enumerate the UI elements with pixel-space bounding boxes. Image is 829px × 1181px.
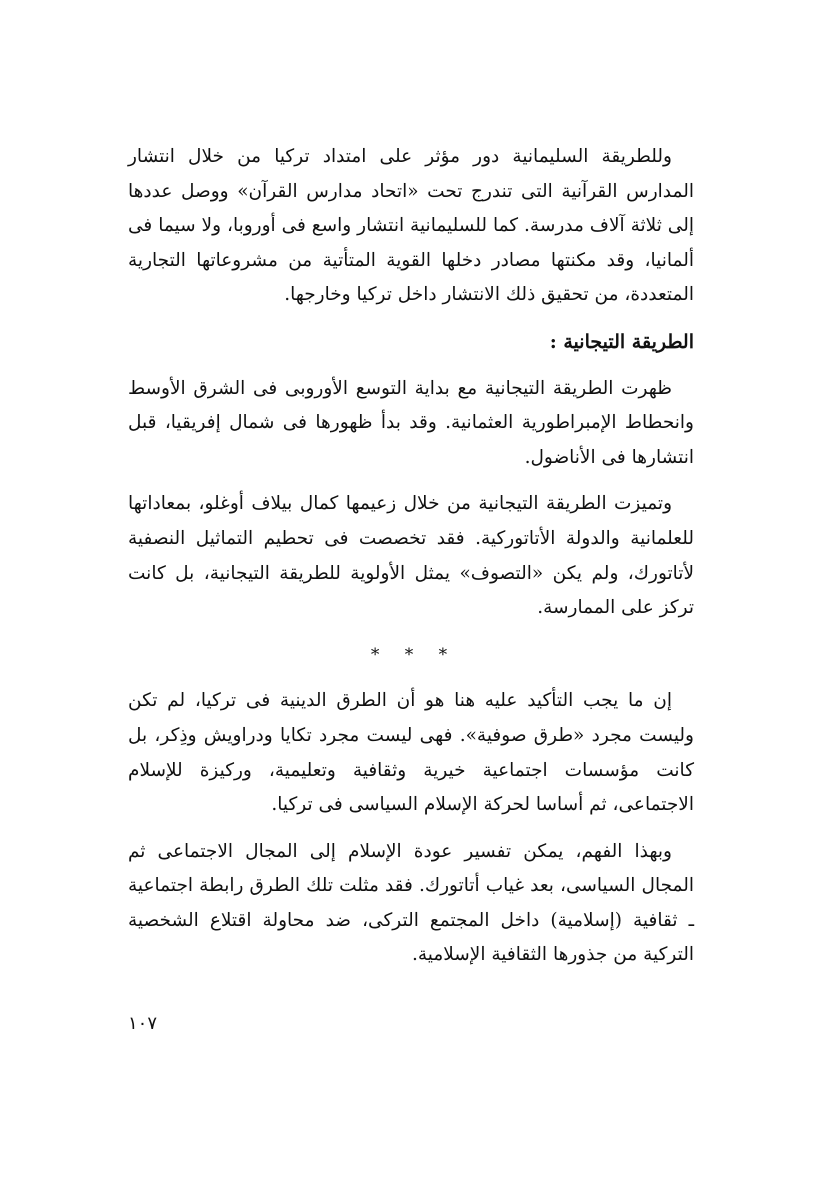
section-separator bbox=[128, 638, 694, 673]
paragraph-sulaymaniyya: وللطريقة السليمانية دور مؤثر على امتداد تركيا من خلال انتشار المدارس القرآنية التى تندرج تحت «اتحاد مدارس القرآن» ووصل عددها إلى ثلاثة آلاف مدرسة. كما للسليمانية انتشار واسع فى أوروبا، ولا سيما فى ألمانيا، وقد مكنتها مصادر دخلها القوية المتأتية من مشروعاتها التجارية المتعددة، من تحقيق ذلك الانتشار داخل تركيا وخارجها. bbox=[128, 146, 694, 306]
separator-star-icon: * bbox=[370, 644, 384, 665]
paragraph-return-of-islam: وبهذا الفهم، يمكن تفسير عودة الإسلام إلى المجال الاجتماعى ثم المجال السياسى، بعد غياب أتاتورك. فقد مثلت تلك الطرق رابطة اجتماعية ـ ثقافية (إسلامية) داخل المجتمع التركى، ضد محاولة اقتلاع الشخصية التركية من جذورها الثقافية الإسلامية. bbox=[128, 840, 694, 966]
text-body bbox=[128, 140, 694, 985]
paragraph-tijaniyya-secularism: وتميزت الطريقة التيجانية من خلال زعيمها كمال بيلاف أوغلو، بمعاداتها للعلمانية والدولة الأتاتوركية. فقد تخصصت فى تحطيم التماثيل النصفية لأتاتورك، ولم يكن «التصوف» يمثل الأولوية للطريقة التيجانية، بل كانت تركز على الممارسة. bbox=[128, 493, 694, 619]
section-heading-tijaniyya: الطريقة التيجانية : bbox=[549, 330, 694, 353]
page-number: ١٠٧ bbox=[128, 1013, 158, 1034]
paragraph-religious-orders: إن ما يجب التأكيد عليه هنا هو أن الطرق الدينية فى تركيا، لم تكن وليست مجرد «طرق صوفية». فهى ليست مجرد تكايا ودراويش وذِكر، بل كانت مؤسسات اجتماعية خيرية وثقافية وتعليمية، وركيزة للإسلام الاجتماعى، ثم أساسا لحركة الإسلام السياسى فى تركيا. bbox=[128, 690, 694, 816]
paragraph-tijaniyya-origin: ظهرت الطريقة التيجانية مع بداية التوسع الأوروبى فى الشرق الأوسط وانحطاط الإمبراطورية العثمانية. وقد بدأ ظهورها فى شمال إفريقيا، قبل انتشارها فى الأناضول. bbox=[128, 377, 694, 468]
separator-star-icon: * bbox=[438, 644, 452, 665]
separator-star-icon: * bbox=[404, 644, 418, 665]
